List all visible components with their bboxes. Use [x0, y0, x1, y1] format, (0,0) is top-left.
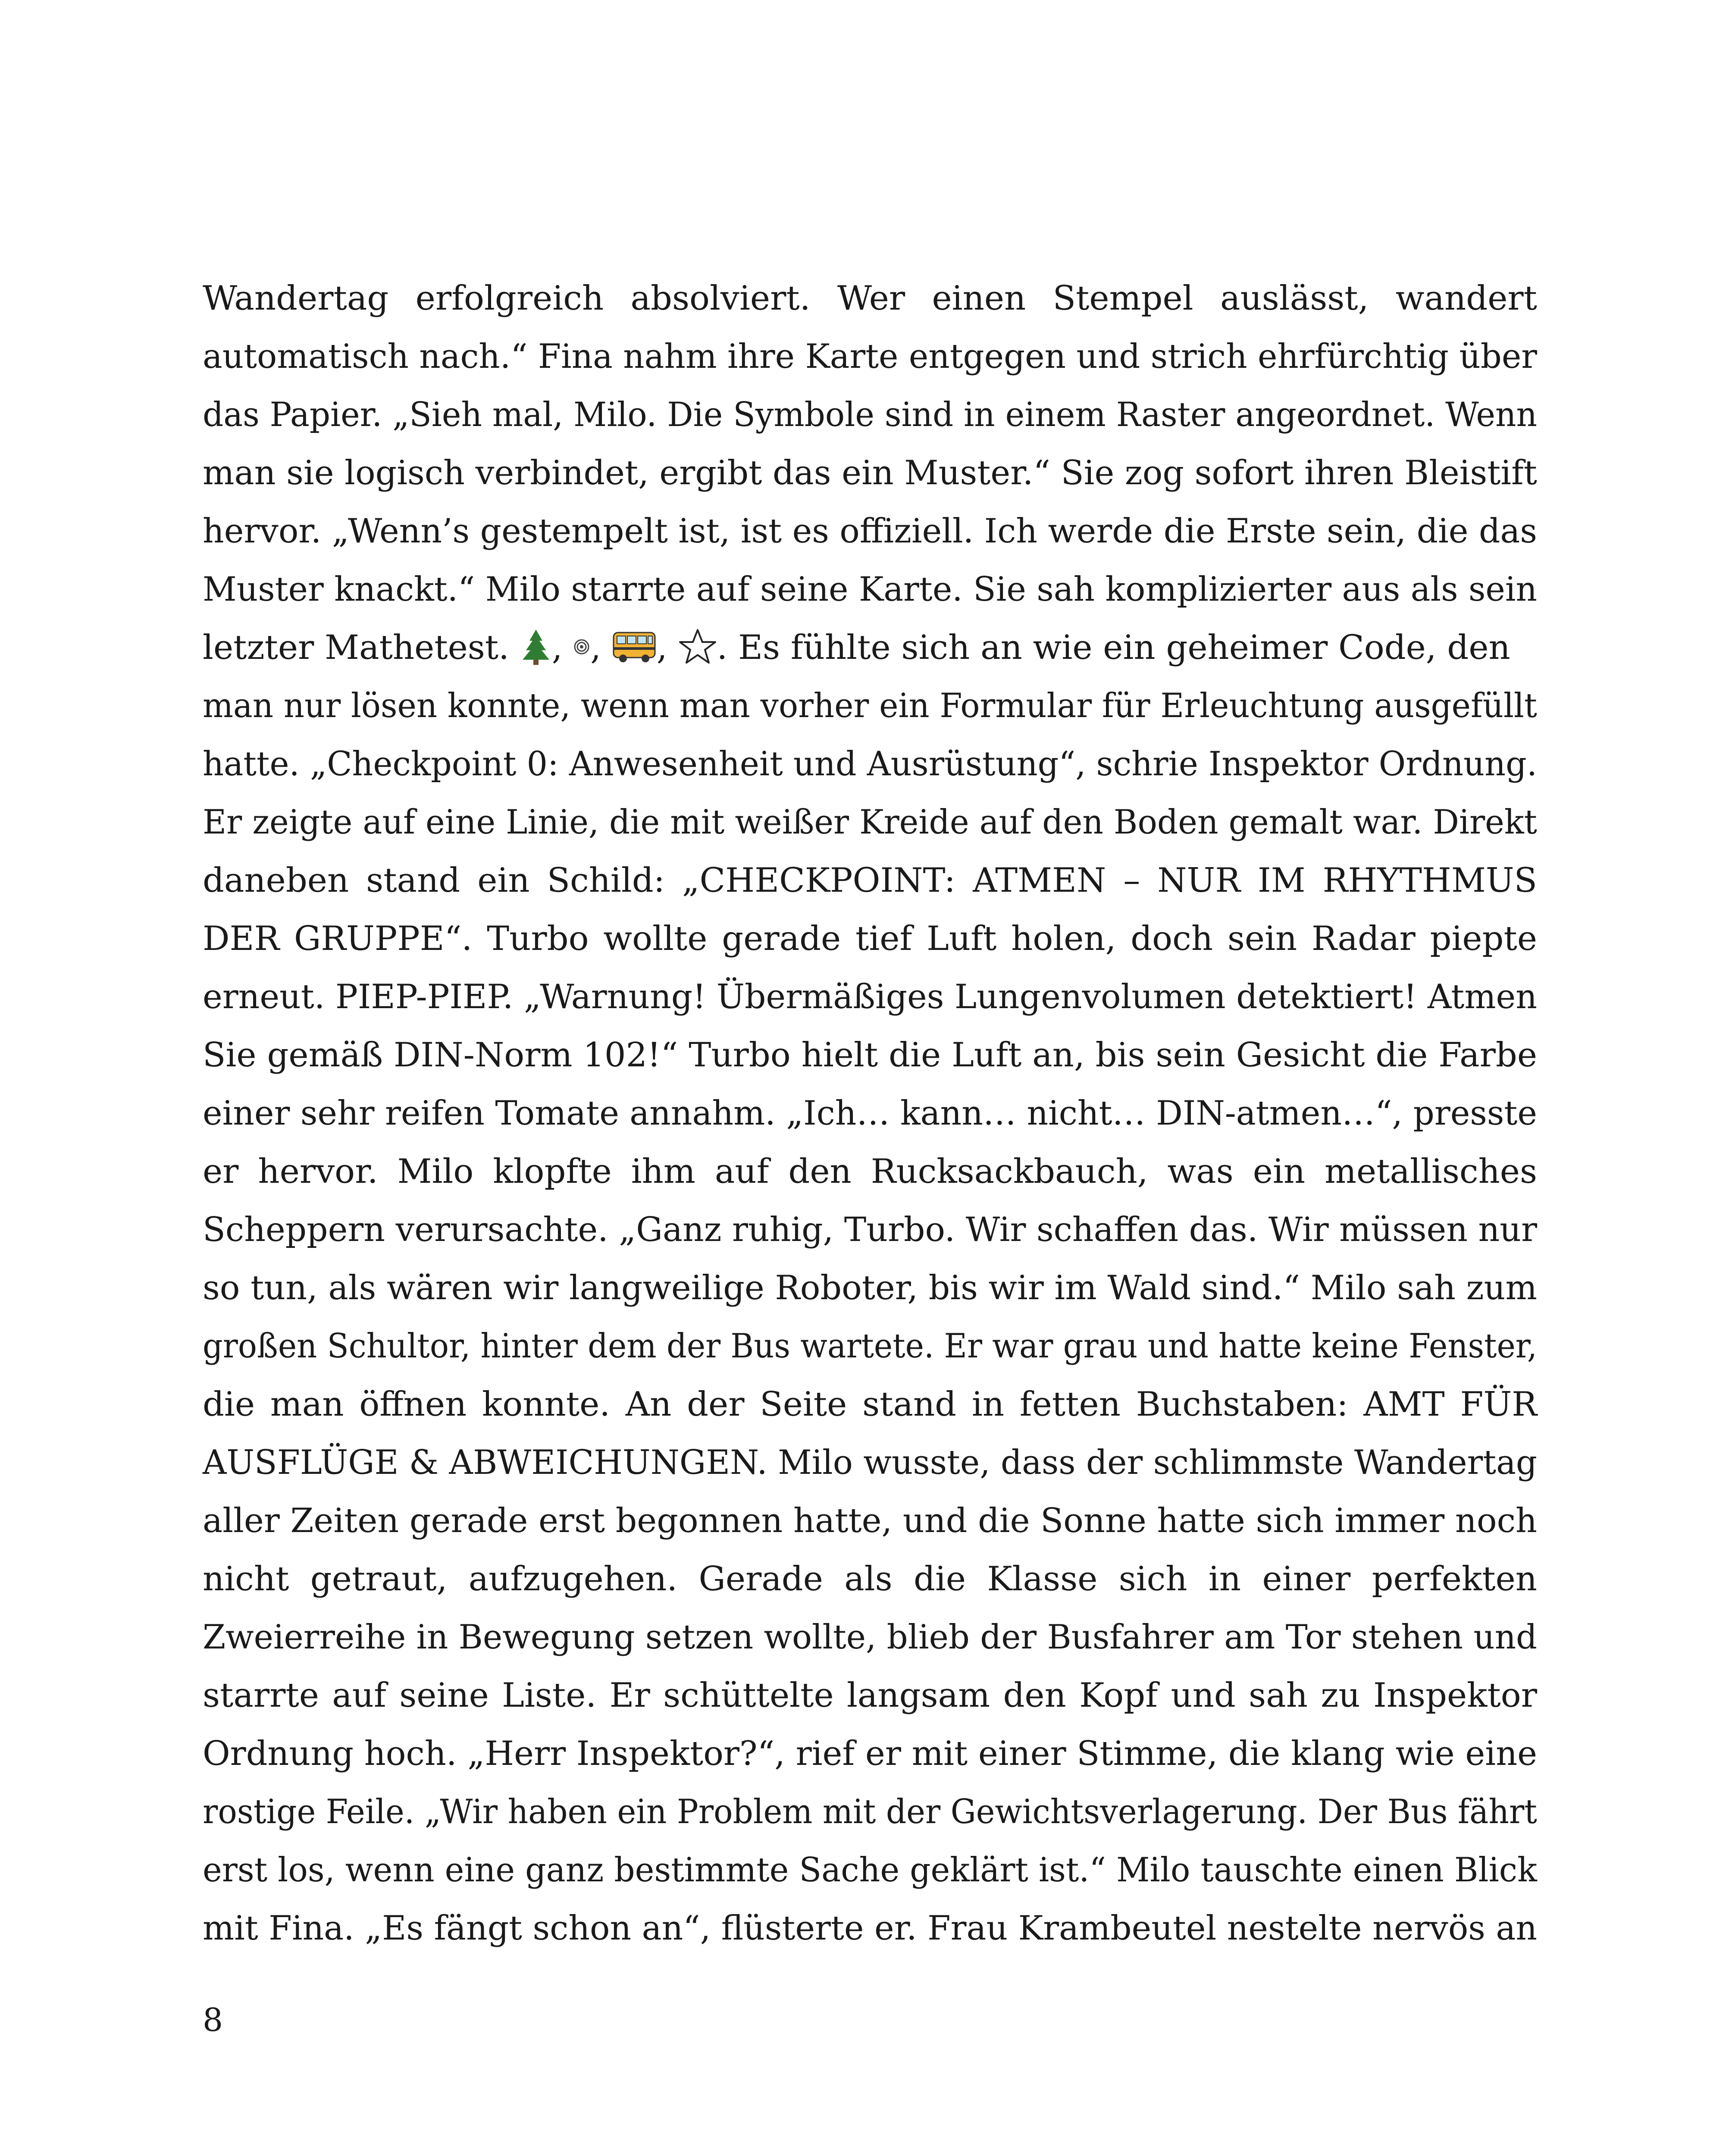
star-icon [678, 628, 717, 665]
text-line: großen Schultor, hinter dem der Bus wartete. Er war grau und hatte keine Fenster, [203, 1327, 1537, 1366]
text-line: er hervor. Milo klopfte ihm auf den Rucksackbauch, was ein metallisches [203, 1152, 1537, 1191]
text-line: erst los, wenn eine ganz bestimmte Sache geklärt ist.“ Milo tauschte einen Blick [203, 1851, 1537, 1890]
text-line: starrte auf seine Liste. Er schüttelte langsam den Kopf und sah zu Inspektor [203, 1676, 1537, 1715]
text-segment: , [656, 628, 667, 667]
text-line: erneut. PIEP-PIEP. „Warnung! Übermäßiges Lungenvolumen detektiert! Atmen [203, 978, 1537, 1016]
text-line: einer sehr reifen Tomate annahm. „Ich… kann… nicht… DIN-atmen…“, presste [203, 1094, 1537, 1133]
text-line: hervor. „Wenn’s gestempelt ist, ist es offiziell. Ich werde die Erste sein, die das [203, 512, 1537, 551]
text-line: mit Fina. „Es fängt schon an“, flüsterte er. Frau Krambeutel nestelte nervös an [203, 1909, 1537, 1948]
spiral-icon [573, 638, 590, 655]
text-line: die man öffnen konnte. An der Seite stand in fetten Buchstaben: AMT FÜR [203, 1385, 1537, 1424]
text-line: Wandertag erfolgreich absolviert. Wer einen Stempel auslässt, wandert [203, 279, 1537, 318]
body-text [203, 270, 1537, 1958]
text-line: daneben stand ein Schild: „CHECKPOINT: ATMEN – NUR IM RHYTHMUS [203, 861, 1537, 900]
text-line: Ordnung hoch. „Herr Inspektor?“, rief er mit einer Stimme, die klang wie eine [203, 1734, 1537, 1773]
page-number: 8 [203, 2002, 223, 2039]
text-segment: letzter Mathetest. [203, 628, 509, 667]
bus-icon [612, 630, 657, 664]
text-segment: , [551, 628, 563, 667]
tree-icon [520, 628, 552, 666]
text-line-with-icons [203, 619, 1537, 677]
text-line: Zweierreihe in Bewegung setzen wollte, blieb der Busfahrer am Tor stehen und [203, 1618, 1537, 1657]
text-line: man sie logisch verbindet, ergibt das ein Muster.“ Sie zog sofort ihren Bleistift [203, 454, 1537, 492]
text-segment: . Es fühlte sich an wie ein geheimer Code, den [717, 628, 1510, 667]
text-line: Muster knackt.“ Milo starrte auf seine Karte. Sie sah komplizierter aus als sein [203, 570, 1537, 609]
text-line: AUSFLÜGE & ABWEICHUNGEN. Milo wusste, dass der schlimmste Wandertag [203, 1443, 1537, 1482]
text-line: rostige Feile. „Wir haben ein Problem mit der Gewichtsverlagerung. Der Bus fährt [203, 1792, 1537, 1831]
text-line: nicht getraut, aufzugehen. Gerade als die Klasse sich in einer perfekten [203, 1560, 1537, 1598]
text-line: Er zeigte auf eine Linie, die mit weißer Kreide auf den Boden gemalt war. Direkt [203, 803, 1537, 842]
text-line: Sie gemäß DIN-Norm 102!“ Turbo hielt die Luft an, bis sein Gesicht die Farbe [203, 1036, 1537, 1075]
text-line: automatisch nach.“ Fina nahm ihre Karte entgegen und strich ehrfürchtig über [203, 337, 1537, 376]
text-line: das Papier. „Sieh mal, Milo. Die Symbole sind in einem Raster angeordnet. Wenn [203, 395, 1537, 434]
text-segment: , [590, 628, 601, 667]
text-line: so tun, als wären wir langweilige Roboter, bis wir im Wald sind.“ Milo sah zum [203, 1269, 1537, 1307]
text-line: Scheppern verursachte. „Ganz ruhig, Turbo. Wir schaffen das. Wir müssen nur [203, 1210, 1537, 1249]
text-line: aller Zeiten gerade erst begonnen hatte, und die Sonne hatte sich immer noch [203, 1501, 1537, 1540]
text-line: DER GRUPPE“. Turbo wollte gerade tief Luft holen, doch sein Radar piepte [203, 919, 1537, 958]
text-line: hatte. „Checkpoint 0: Anwesenheit und Ausrüstung“, schrie Inspektor Ordnung. [203, 745, 1537, 783]
text-line: man nur lösen konnte, wenn man vorher ein Formular für Erleuchtung ausgefüllt [203, 686, 1537, 725]
